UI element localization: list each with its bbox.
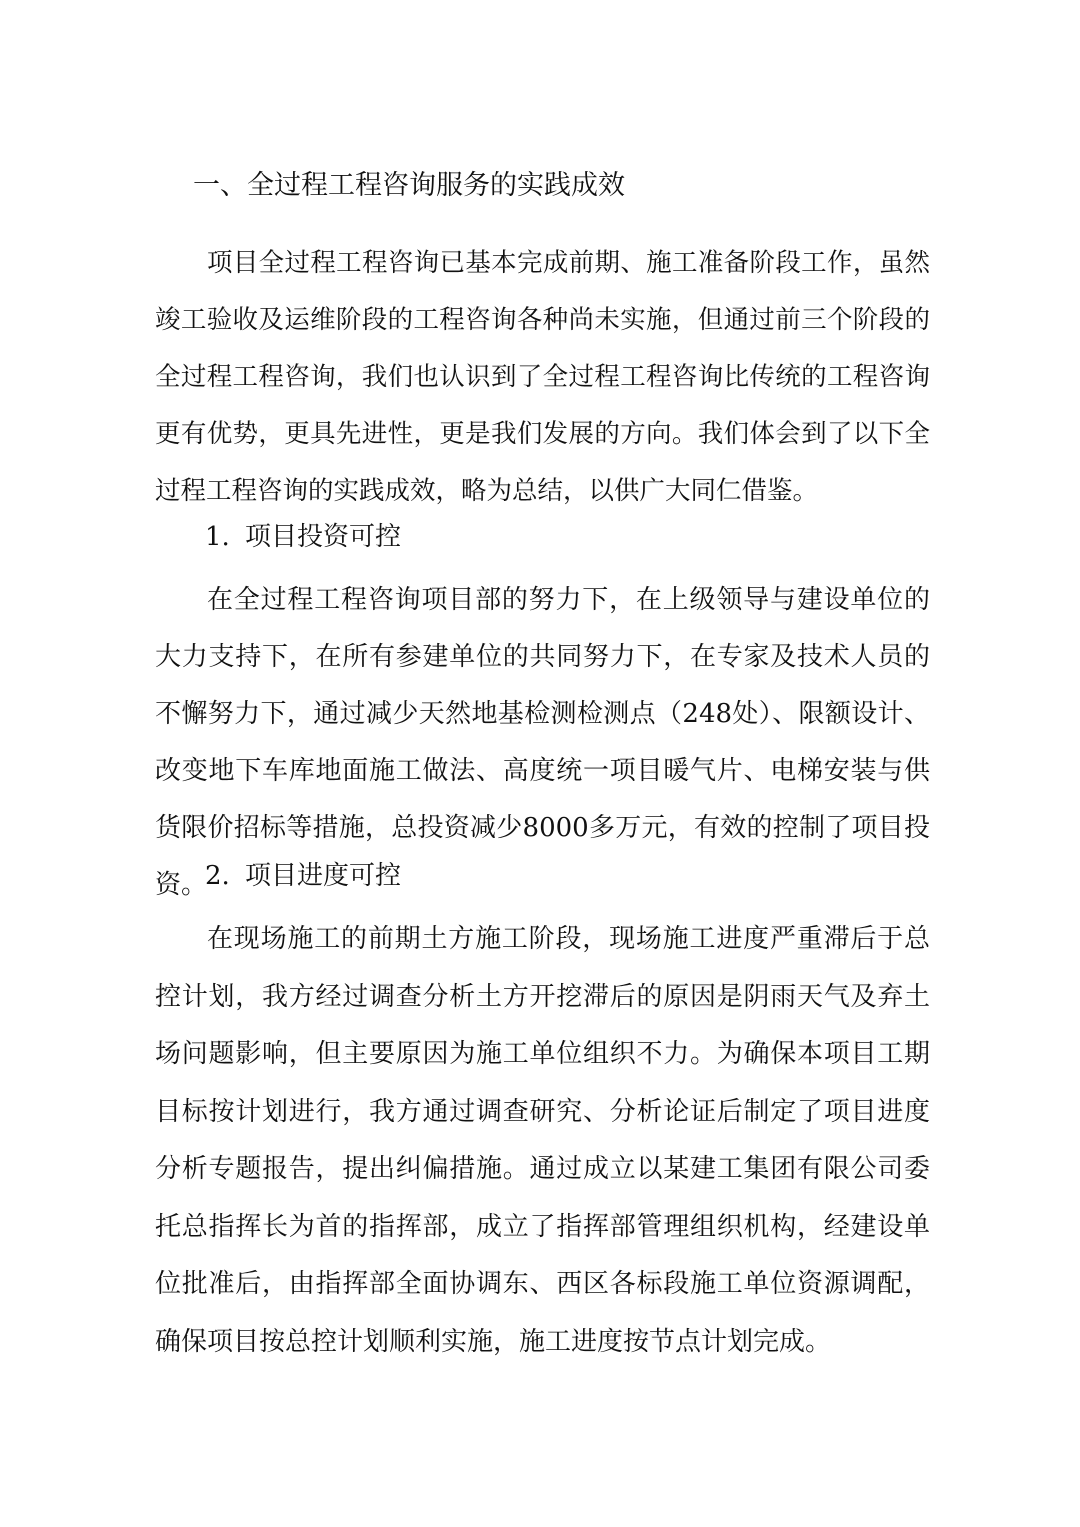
subsection-title: 项目进度可控 (245, 861, 402, 891)
subsection-body-1: 在全过程工程咨询项目部的努力下，在上级领导与建设单位的大力支持下，在所有参建单位的共同努力下，在专家及技术人员的不懈努力下，通过减少天然地基检测检测点（248处）、限额设计、改变地下车库地面施工做法、高度统一项目暖气片、电梯安装与供货限价招标等措施，总投资减少8000多万元，有效的控制了项目投资。 (155, 585, 930, 900)
subsection-heading-1 (205, 517, 905, 557)
section-heading: 一、全过程工程咨询服务的实践成效 (193, 170, 625, 201)
subsection-number: 1. (205, 522, 230, 552)
subsection-heading-2 (205, 856, 905, 896)
subsection-body-2: 在现场施工的前期土方施工阶段，现场施工进度严重滞后于总控计划，我方经过调查分析土方开挖滞后的原因是阴雨天气及弃土场问题影响，但主要原因为施工单位组织不力。为确保本项目工期目标按计划进行，我方通过调查研究、分析论证后制定了项目进度分析专题报告，提出纠偏措施。通过成立以某建工集团有限公司委托总指挥长为首的指挥部，成立了指挥部管理组织机构，经建设单位批准后，由指挥部全面协调东、西区各标段施工单位资源调配，确保项目按总控计划顺利实施，施工进度按节点计划完成。 (155, 924, 930, 1357)
subsection-title: 项目投资可控 (245, 522, 402, 552)
subsection-number: 2. (205, 861, 230, 891)
intro-paragraph: 项目全过程工程咨询已基本完成前期、施工准备阶段工作，虽然竣工验收及运维阶段的工程咨询各种尚未实施，但通过前三个阶段的全过程工程咨询，我们也认识到了全过程工程咨询比传统的工程咨询更有优势，更具先进性，更是我们发展的方向。我们体会到了以下全过程工程咨询的实践成效，略为总结，以供广大同仁借鉴。 (155, 248, 930, 506)
